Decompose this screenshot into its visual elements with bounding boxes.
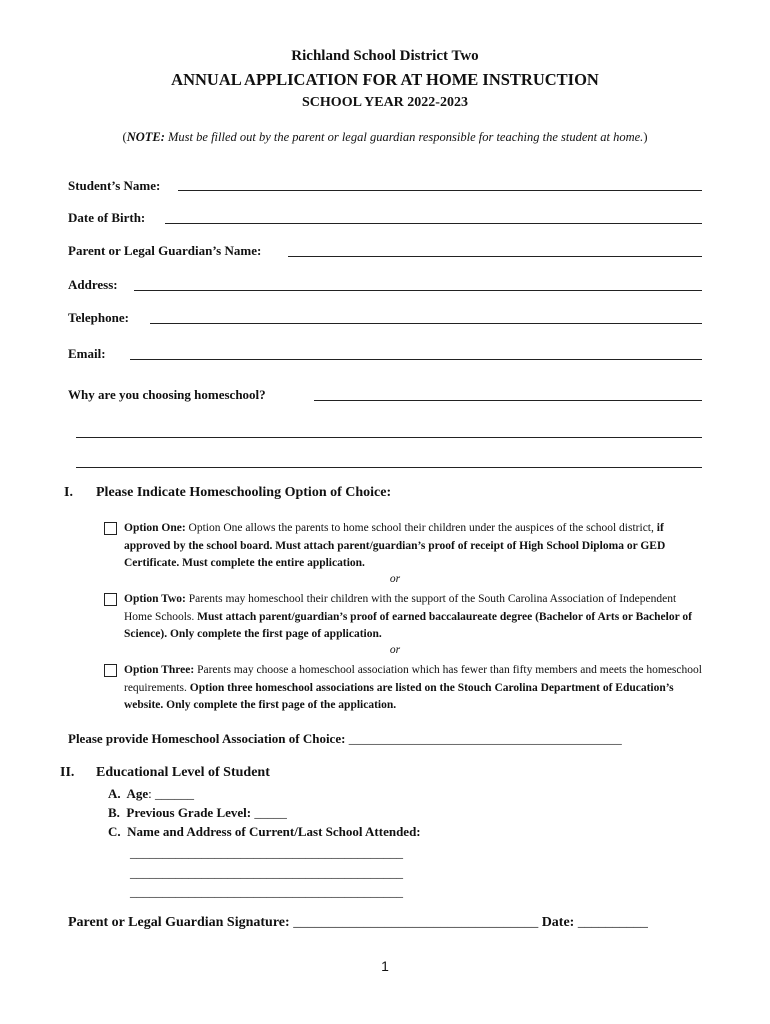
association-choice-label: Please provide Homeschool Association of Choice: <box>68 731 346 746</box>
option-one-checkbox[interactable] <box>104 522 117 535</box>
option-two-requirements: Must attach parent/guardian’s proof of earned baccalaureate degree (Bachelor of Arts or Bachelor of Science). Only complete the first page of application. <box>124 610 692 640</box>
last-school-item <box>108 824 421 840</box>
last-school-label: Name and Address of Current/Last School Attended: <box>127 824 421 839</box>
signature-row <box>68 915 648 931</box>
option-one-description: Option One allows the parents to home school their children under the auspices of the school district, <box>185 522 657 534</box>
school-year: SCHOOL YEAR 2022-2023 <box>302 95 468 110</box>
address-field[interactable] <box>134 290 702 291</box>
option-two-description: Parents may homeschool their children with the support of the South Carolina Association of Independent Home Schools. <box>124 593 677 623</box>
note-open-paren: ( <box>122 130 127 144</box>
section-2-numeral: II. <box>60 765 75 780</box>
option-three-description: Parents may choose a homeschool association which has fewer than fifty members and meets the homeschool requirements. <box>124 664 702 694</box>
note-close-paren: ) <box>643 130 648 144</box>
age-label: Age <box>126 786 149 801</box>
why-homeschool-field[interactable] <box>314 400 702 401</box>
date-field[interactable]: __________ <box>577 915 648 930</box>
option-one-requirements: if approved by the school board. Must attach parent/guardian’s proof of receipt of High School Diploma or GED Certificate. Must complete the entire application. <box>124 522 666 569</box>
last-school-line-2[interactable]: __________________________________________ <box>130 865 403 880</box>
option-two-checkbox[interactable] <box>104 593 117 606</box>
option-two-text <box>124 591 704 644</box>
address-label: Address: <box>68 277 118 292</box>
age-letter: A. <box>108 786 121 801</box>
note <box>0 130 770 145</box>
option-three-label: Option Three: <box>124 664 195 676</box>
last-school-line-1[interactable]: __________________________________________ <box>130 845 403 860</box>
or-separator-2: or <box>389 644 401 656</box>
last-school-letter: C. <box>108 824 121 839</box>
grade-label: Previous Grade Level: <box>126 805 252 820</box>
telephone-label: Telephone: <box>68 310 129 325</box>
note-text: Must be filled out by the parent or legal guardian responsible for teaching the student at home. <box>164 130 644 144</box>
or-separator-1: or <box>389 573 401 585</box>
last-school-line-3[interactable]: __________________________________________ <box>130 884 403 899</box>
option-three-requirements: Option three homeschool associations are listed on the Stouch Carolina Department of Education’s website. Only complete the first page of the application. <box>124 681 674 711</box>
dob-label: Date of Birth: <box>68 210 146 225</box>
age-item <box>108 786 194 802</box>
telephone-field[interactable] <box>150 323 702 324</box>
section-2-title: Educational Level of Student <box>96 765 270 780</box>
date-label: Date: <box>541 915 575 930</box>
section-1-title: Please Indicate Homeschooling Option of Choice: <box>96 485 392 500</box>
grade-letter: B. <box>108 805 120 820</box>
option-one-text <box>124 520 704 573</box>
student-name-label: Student’s Name: <box>68 178 161 193</box>
signature-field[interactable]: ___________________________________ <box>293 915 539 930</box>
option-two-label: Option Two: <box>124 593 186 605</box>
form-title: ANNUAL APPLICATION FOR AT HOME INSTRUCTION <box>171 70 599 89</box>
signature-label: Parent or Legal Guardian Signature: <box>68 915 290 930</box>
why-homeschool-line-3[interactable] <box>76 467 702 468</box>
email-field[interactable] <box>130 359 702 360</box>
grade-field[interactable]: _____ <box>251 805 287 820</box>
why-homeschool-line-2[interactable] <box>76 437 702 438</box>
association-choice <box>68 731 622 747</box>
guardian-name-label: Parent or Legal Guardian’s Name: <box>68 243 262 258</box>
dob-field[interactable] <box>165 223 702 224</box>
option-three-text <box>124 662 704 715</box>
email-label: Email: <box>68 346 106 361</box>
page-number: 1 <box>381 958 389 974</box>
grade-item <box>108 805 287 821</box>
why-homeschool-label: Why are you choosing homeschool? <box>68 387 266 402</box>
district-name: Richland School District Two <box>291 48 479 64</box>
age-field[interactable]: : ______ <box>148 786 194 801</box>
option-three-checkbox[interactable] <box>104 664 117 677</box>
option-one-label: Option One: <box>124 522 186 534</box>
guardian-name-field[interactable] <box>288 256 702 257</box>
association-choice-field[interactable]: __________________________________________ <box>348 731 622 746</box>
student-name-field[interactable] <box>178 190 702 191</box>
note-label: NOTE: <box>126 130 165 144</box>
section-1-numeral: I. <box>64 485 73 500</box>
